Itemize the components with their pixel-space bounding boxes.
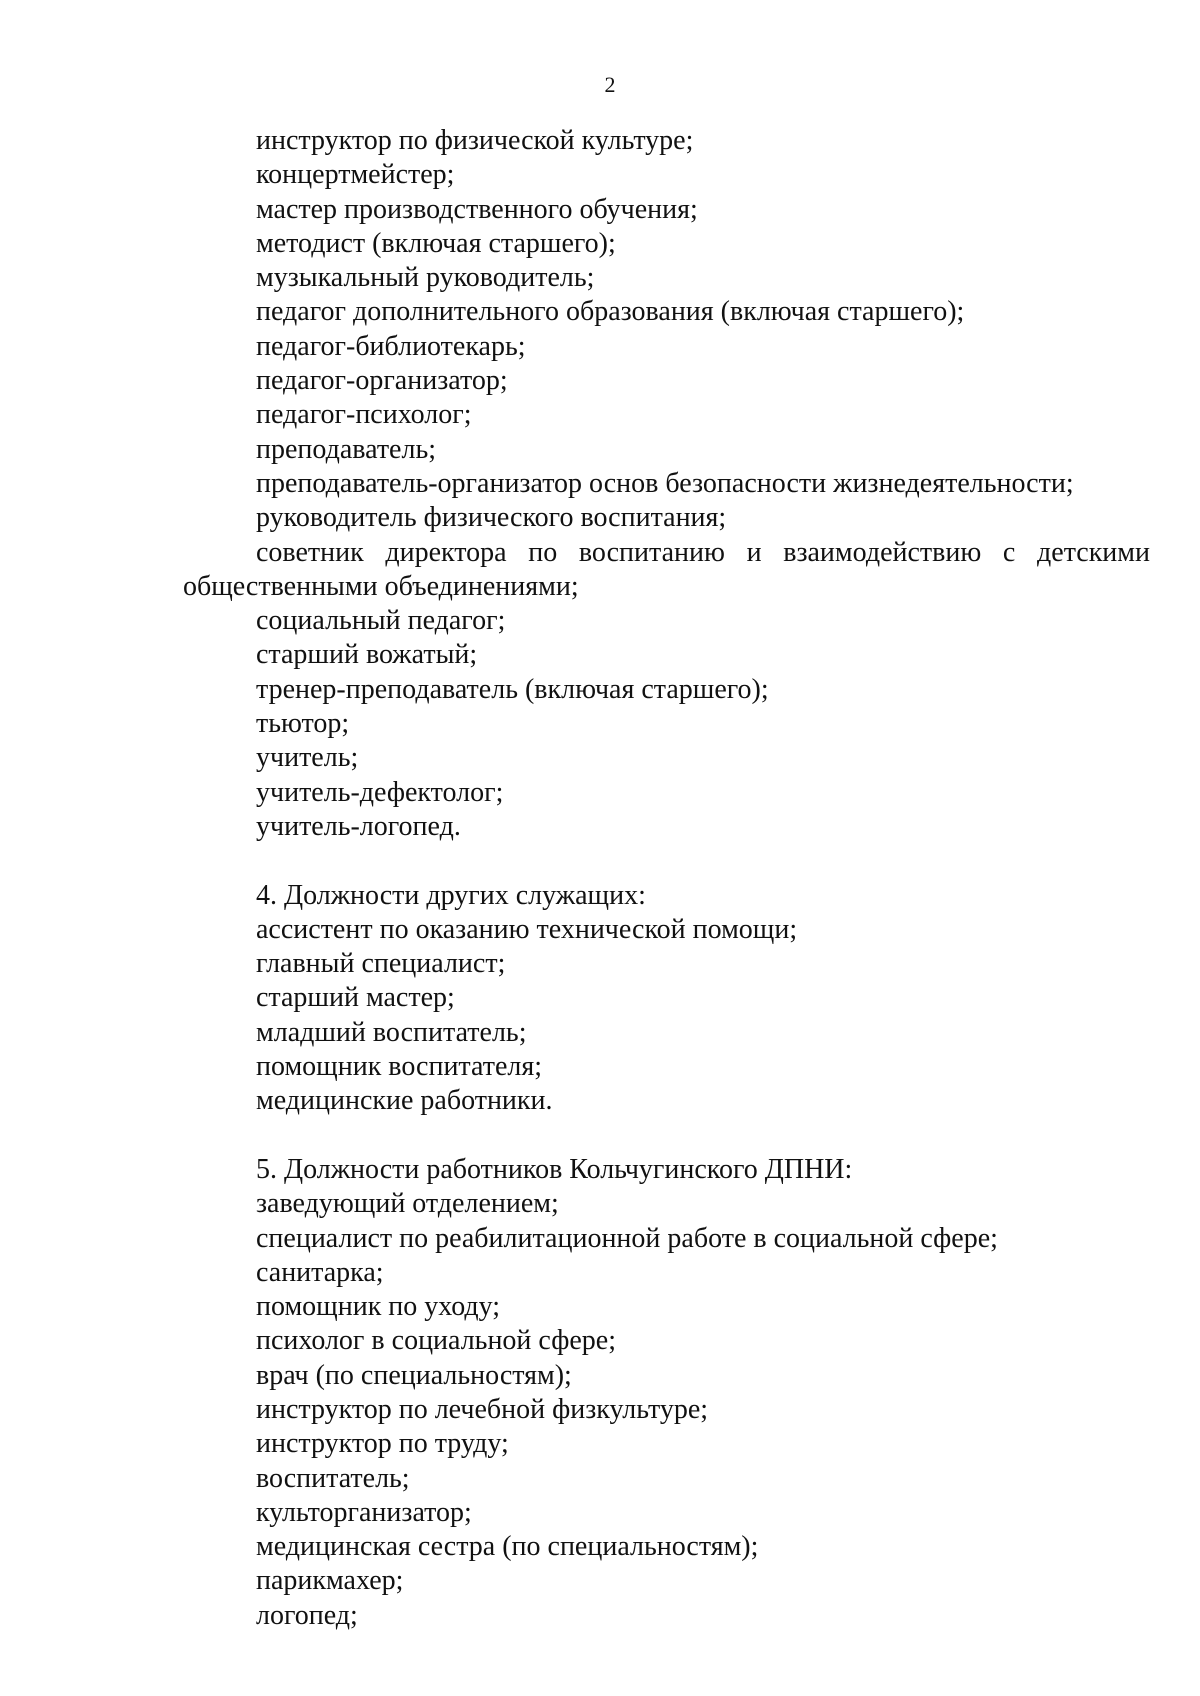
list-item: педагог дополнительного образования (включая старшего);	[256, 296, 965, 328]
list-item: старший вожатый;	[256, 639, 478, 671]
section-heading: 4. Должности других служащих:	[256, 879, 646, 911]
list-item: младший воспитатель;	[256, 1016, 527, 1048]
list-item: психолог в социальной сфере;	[256, 1325, 616, 1357]
list-item: инструктор по труду;	[256, 1428, 509, 1460]
list-item: ассистент по оказанию технической помощи;	[256, 913, 798, 945]
list-item: старший мастер;	[256, 982, 455, 1014]
list-item: инструктор по лечебной физкультуре;	[256, 1393, 709, 1425]
list-item: руководитель физического воспитания;	[256, 502, 727, 534]
list-item: воспитатель;	[256, 1462, 410, 1494]
list-item: помощник воспитателя;	[256, 1051, 543, 1083]
list-item: музыкальный руководитель;	[256, 262, 595, 294]
list-item: логопед;	[256, 1599, 358, 1631]
list-item-wrapped: советник директора по воспитанию и взаимодействию с детскими общественными объединениями;	[183, 536, 1150, 602]
list-item: концертмейстер;	[256, 159, 455, 191]
list-item: социальный педагог;	[256, 605, 506, 637]
list-item: санитарка;	[256, 1256, 384, 1288]
list-item: учитель-дефектолог;	[256, 776, 504, 808]
list-item: медицинская сестра (по специальностям);	[256, 1531, 759, 1563]
document-body	[183, 124, 1150, 1633]
list-item: инструктор по физической культуре;	[256, 125, 694, 156]
list-item: медицинские работники.	[256, 1085, 553, 1117]
list-item: врач (по специальностям);	[256, 1359, 572, 1391]
list-item: педагог-библиотекарь;	[256, 330, 526, 362]
list-item: преподаватель;	[256, 433, 437, 465]
list-item: заведующий отделением;	[256, 1188, 559, 1220]
list-item: парикмахер;	[256, 1565, 404, 1597]
list-item: культорганизатор;	[256, 1496, 472, 1528]
list-item: специалист по реабилитационной работе в социальной сфере;	[256, 1222, 998, 1254]
list-item: учитель-логопед.	[256, 810, 461, 842]
page-number: 2	[604, 72, 616, 97]
list-item: тьютор;	[256, 708, 350, 740]
list-item: педагог-психолог;	[256, 399, 472, 431]
spacer	[183, 1119, 1150, 1153]
section-heading: 5. Должности работников Кольчугинского ДПНИ:	[256, 1153, 853, 1185]
list-item: педагог-организатор;	[256, 365, 508, 397]
list-item: методист (включая старшего);	[256, 227, 616, 259]
list-item: помощник по уходу;	[256, 1291, 501, 1323]
list-item: главный специалист;	[256, 948, 506, 980]
list-item: учитель;	[256, 742, 359, 774]
list-item: мастер производственного обучения;	[256, 193, 698, 225]
spacer	[183, 844, 1150, 878]
list-item: преподаватель-организатор основ безопасности жизнедеятельности;	[256, 467, 1074, 499]
list-item: тренер-преподаватель (включая старшего);	[256, 673, 769, 705]
